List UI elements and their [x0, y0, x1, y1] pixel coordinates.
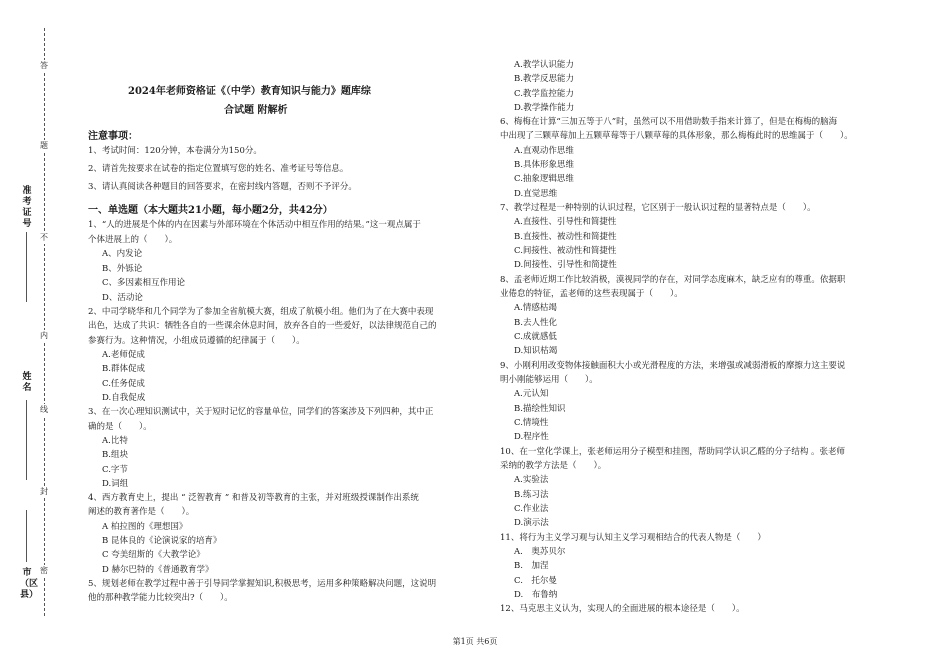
question-line: 5、规划老师在教学过程中善于引导同学掌握知识,积极思考，运用多种策略解决问题，这说明: [88, 579, 437, 589]
answer-option[interactable]: A. 奥苏贝尔: [514, 547, 566, 557]
binding-margin: [0, 0, 56, 671]
note-item: 2、请首先按要求在试卷的指定位置填写您的姓名、准考证号等信息。: [88, 164, 349, 174]
seal-char-xian: 线: [40, 405, 48, 414]
answer-option[interactable]: C.作业法: [514, 504, 549, 514]
question-line: 个体进展上的（ ）。: [88, 235, 178, 245]
question-line: 11、将行为主义学习观与认知主义学习观相结合的代表人物是（ ）: [500, 533, 766, 543]
answer-option[interactable]: D.自我促成: [102, 393, 146, 403]
answer-option[interactable]: C.抽象逻辑思维: [514, 174, 574, 184]
answer-option[interactable]: B.组块: [102, 450, 128, 460]
answer-option[interactable]: B.教学反思能力: [514, 74, 574, 84]
seal-char-bu: 不: [40, 233, 48, 242]
district-label: 市（区县）: [20, 568, 39, 600]
answer-option[interactable]: C.字节: [102, 465, 128, 475]
answer-option[interactable]: D 赫尔巴特的《普通教育学》: [102, 565, 214, 575]
note-item: 1、考试时间：120分钟，本卷满分为150分。: [88, 146, 262, 156]
seal-char-feng: 封: [40, 487, 48, 496]
answer-option[interactable]: B.直接性、被动性和简捷性: [514, 232, 617, 242]
section1-heading: 一、单选题（本大题共21小题，每小题2分，共42分）: [88, 205, 333, 216]
question-line: 7、教学过程是一种特别的认识过程，它区别于一般认识过程的显著特点是（ ）。: [500, 203, 816, 213]
exam-number-blank[interactable]: [26, 232, 27, 302]
answer-option[interactable]: B、外铄论: [102, 264, 143, 274]
question-line: 2、中司学晓华和几个同学为了参加全省航模大赛，组成了航模小组。他们为了在大赛中表现: [88, 307, 434, 317]
question-line: 12、马克思主义认为，实现人的全面进展的根本途径是（ ）。: [500, 604, 745, 614]
answer-option[interactable]: A.直观动作思维: [514, 146, 574, 156]
page-footer: 第1页 共6页: [452, 637, 498, 646]
question-line: 6、梅梅在计算“三加五等于八”时，虽然可以不用借助数手指来计算了，但是在梅梅的脑海: [500, 117, 838, 127]
question-line: 中出现了三颗草莓加上五颗草莓等于八颗草莓的具体形象，那么梅梅此时的思维属于（ ）。: [500, 131, 853, 141]
answer-option[interactable]: C、多因素相互作用论: [102, 278, 186, 288]
note-item: 3、请认真阅读各种题目的回答要求，在密封线内答题，否则不予评分。: [88, 182, 357, 192]
answer-option[interactable]: A.直接性、引导性和简捷性: [514, 217, 617, 227]
seal-char-da: 答: [40, 61, 48, 70]
answer-option[interactable]: D.间接性、引导性和简捷性: [514, 260, 617, 270]
name-label: 姓名: [22, 372, 32, 393]
title-line2: 合试题 附解析: [224, 105, 288, 116]
answer-option[interactable]: C.间接性、被动性和简捷性: [514, 246, 617, 256]
seal-char-ti: 题: [40, 141, 48, 150]
answer-option[interactable]: C.情境性: [514, 418, 549, 428]
answer-option[interactable]: C. 托尔曼: [514, 576, 557, 586]
seal-char-mi: 密: [40, 566, 48, 575]
answer-option[interactable]: A.比特: [102, 436, 128, 446]
answer-option[interactable]: A.实验法: [514, 475, 549, 485]
question-line: 1、“人的进展是个体的内在因素与外部环境在个体活动中相互作用的结果。”这一观点属于: [88, 220, 421, 230]
question-line: 10、在一堂化学课上，张老师运用分子模型和挂图，帮助同学认识乙醛的分子结构 。张老师: [500, 447, 846, 457]
notes-heading: 注意事项：: [88, 131, 138, 142]
answer-option[interactable]: C.教学监控能力: [514, 89, 574, 99]
question-line: 他的那种教学能力比较突出?（ ）。: [88, 593, 233, 603]
answer-option[interactable]: A 柏拉图的《理想国》: [102, 522, 188, 532]
question-line: 采纳的教学方法是（ ）。: [500, 461, 607, 471]
answer-option[interactable]: D、活动论: [102, 293, 143, 303]
question-line: 业倦怠的特征，孟老师的这些表现属于（ ）。: [500, 289, 683, 299]
answer-option[interactable]: B.具体形象思维: [514, 160, 574, 170]
question-line: 4、西方教育史上，提出 “ 泛智教育 ” 和普及初等教育的主张，并对班级授课制作出系统: [88, 493, 419, 503]
answer-option[interactable]: D.程序性: [514, 432, 549, 442]
question-line: 明小刚能够运用（ ）。: [500, 375, 598, 385]
answer-option[interactable]: C 夸美纽斯的《大教学论》: [102, 550, 205, 560]
question-line: 出色，达成了共识：牺牲各自的一些课余休息时间，放弃各自的一些爱好，以法律规范自己的: [88, 321, 437, 331]
answer-option[interactable]: D.直觉思维: [514, 189, 558, 199]
answer-option[interactable]: B.去人性化: [514, 318, 557, 328]
seal-char-nei: 内: [40, 331, 48, 340]
name-blank[interactable]: [26, 400, 27, 480]
question-line: 阐述的教育著作是（ ）。: [88, 507, 195, 517]
answer-option[interactable]: D.词组: [102, 479, 129, 489]
answer-option[interactable]: D.演示法: [514, 518, 549, 528]
answer-option[interactable]: A、内发论: [102, 249, 143, 259]
answer-option[interactable]: B.群体促成: [102, 364, 145, 374]
question-line: 8、孟老师近期工作比较消极，漠视同学的存在，对同学态度麻木，缺乏应有的尊重。依据职: [500, 275, 846, 285]
answer-option[interactable]: A.教学认识能力: [514, 60, 574, 70]
question-line: 9、小刚利用改变物体接触面积大小或光滑程度的方法，来增强或减弱滑板的摩擦力这主要说: [500, 361, 846, 371]
question-line: 参赛行为。这种情况，小组成员遵循的纪律属于（ ）。: [88, 336, 305, 346]
exam-number-label: 准考证号: [22, 186, 32, 229]
answer-option[interactable]: D.教学操作能力: [514, 103, 575, 113]
title-line1: 2024年老师资格证《（中学）教育知识与能力》题库综: [128, 86, 371, 97]
answer-option[interactable]: B. 加涅: [514, 561, 549, 571]
answer-option[interactable]: B 昆体良的《论演说家的培育》: [102, 536, 222, 546]
answer-option[interactable]: B.描绘性知识: [514, 404, 566, 414]
answer-option[interactable]: C.任务促成: [102, 379, 145, 389]
question-line: 3、在一次心理知识测试中，关于短时记忆的容量单位，同学们的答案涉及下列四种，其中正: [88, 407, 434, 417]
district-blank[interactable]: [26, 510, 27, 562]
answer-option[interactable]: A.老师促成: [102, 350, 145, 360]
answer-option[interactable]: B.练习法: [514, 490, 549, 500]
seal-dashed-line: [44, 28, 45, 616]
answer-option[interactable]: A.元认知: [514, 389, 549, 399]
question-line: 确的是（ ）。: [88, 422, 152, 432]
answer-option[interactable]: D. 布鲁纳: [514, 590, 558, 600]
answer-option[interactable]: A.情感枯竭: [514, 303, 557, 313]
answer-option[interactable]: D.知识枯竭: [514, 346, 558, 356]
answer-option[interactable]: C.成就感低: [514, 332, 557, 342]
